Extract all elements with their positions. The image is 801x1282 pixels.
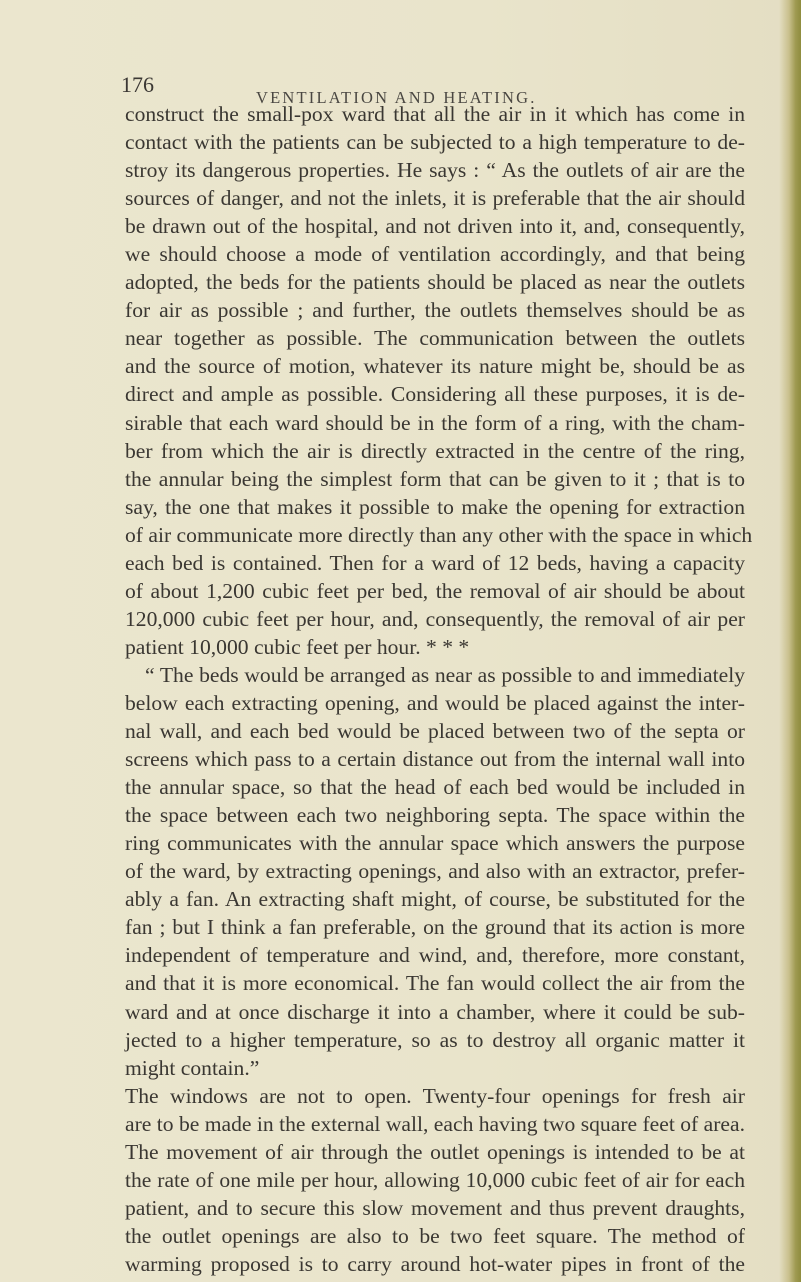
text-line-38: The movement of air through the outlet openings is intended to be at: [125, 1139, 745, 1164]
page-edge-shadow: [779, 0, 801, 1282]
text-line-2: contact with the patients can be subjected to a high temperature to de-: [125, 130, 745, 155]
text-line-24: screens which pass to a certain distance out from the internal wall into: [125, 747, 745, 772]
text-line-28: of the ward, by extracting openings, and also with an extractor, prefer-: [125, 859, 745, 884]
text-line-20: patient 10,000 cubic feet per hour. * * *: [125, 634, 470, 659]
running-head: VENTILATION AND HEATING.: [256, 88, 537, 107]
text-line-40: patient, and to secure this slow movement and thus prevent draughts,: [125, 1195, 745, 1220]
text-line-12: sirable that each ward should be in the form of a ring, with the cham-: [125, 410, 745, 435]
text-line-34: jected to a higher temperature, so as to destroy all organic matter it: [125, 1027, 745, 1052]
text-line-3: stroy its dangerous properties. He says : “ As the outlets of air are the: [125, 158, 745, 183]
text-line-29: ably a fan. An extracting shaft might, of course, be substituted for the: [125, 887, 745, 912]
text-line-23: nal wall, and each bed would be placed between two of the septa or: [125, 719, 745, 744]
text-line-18: of about 1,200 cubic feet per bed, the removal of air should be about: [125, 578, 745, 603]
text-line-17: each bed is contained. Then for a ward of 12 beds, having a capacity: [125, 550, 745, 575]
text-line-27: ring communicates with the annular space which answers the purpose: [125, 831, 745, 856]
text-line-19: 120,000 cubic feet per hour, and, consequently, the removal of air per: [125, 606, 745, 631]
text-line-1: construct the small-pox ward that all the air in it which has come in: [125, 102, 745, 126]
text-line-9: near together as possible. The communication between the outlets: [125, 326, 745, 351]
text-line-36: The windows are not to open. Twenty-four openings for fresh air: [125, 1083, 745, 1108]
text-line-14: the annular being the simplest form that can be given to it ; that is to: [125, 466, 745, 491]
text-line-22: below each extracting opening, and would be placed against the inter-: [125, 690, 745, 715]
page-number: 176: [121, 72, 154, 97]
text-line-41: the outlet openings are also to be two feet square. The method of: [125, 1223, 745, 1248]
text-line-25: the annular space, so that the head of each bed would be included in: [125, 775, 745, 800]
text-line-15: say, the one that makes it possible to make the opening for extraction: [125, 494, 745, 519]
text-line-16: of air communicate more directly than any other with the space in which: [125, 522, 753, 547]
text-line-30: fan ; but I think a fan preferable, on the ground that its action is more: [125, 915, 745, 940]
body-text: [125, 100, 753, 1278]
text-line-6: we should choose a mode of ventilation accordingly, and that being: [125, 242, 745, 267]
text-line-7: adopted, the beds for the patients should be placed as near the outlets: [125, 270, 745, 295]
text-line-31: independent of temperature and wind, and, therefore, more constant,: [125, 943, 745, 968]
text-line-33: ward and at once discharge it into a chamber, where it could be sub-: [125, 999, 745, 1024]
text-line-32: and that it is more economical. The fan would collect the air from the: [125, 971, 745, 996]
text-line-4: sources of danger, and not the inlets, it is preferable that the air should: [125, 186, 745, 211]
text-line-11: direct and ample as possible. Considering all these purposes, it is de-: [125, 382, 745, 407]
text-line-13: ber from which the air is directly extracted in the centre of the ring,: [125, 438, 745, 463]
text-line-37: are to be made in the external wall, each having two square feet of area.: [125, 1111, 745, 1136]
text-line-5: be drawn out of the hospital, and not driven into it, and, consequently,: [125, 214, 745, 239]
text-line-35: might contain.”: [125, 1055, 260, 1080]
text-line-42: warming proposed is to carry around hot-water pipes in front of the: [125, 1251, 745, 1276]
text-line-39: the rate of one mile per hour, allowing 10,000 cubic feet of air for each: [125, 1167, 745, 1192]
text-line-26: the space between each two neighboring septa. The space within the: [125, 803, 745, 828]
text-line-10: and the source of motion, whatever its nature might be, should be as: [125, 354, 745, 379]
text-line-8: for air as possible ; and further, the outlets themselves should be as: [125, 298, 745, 323]
text-line-21: “ The beds would be arranged as near as possible to and immediately: [145, 662, 745, 687]
